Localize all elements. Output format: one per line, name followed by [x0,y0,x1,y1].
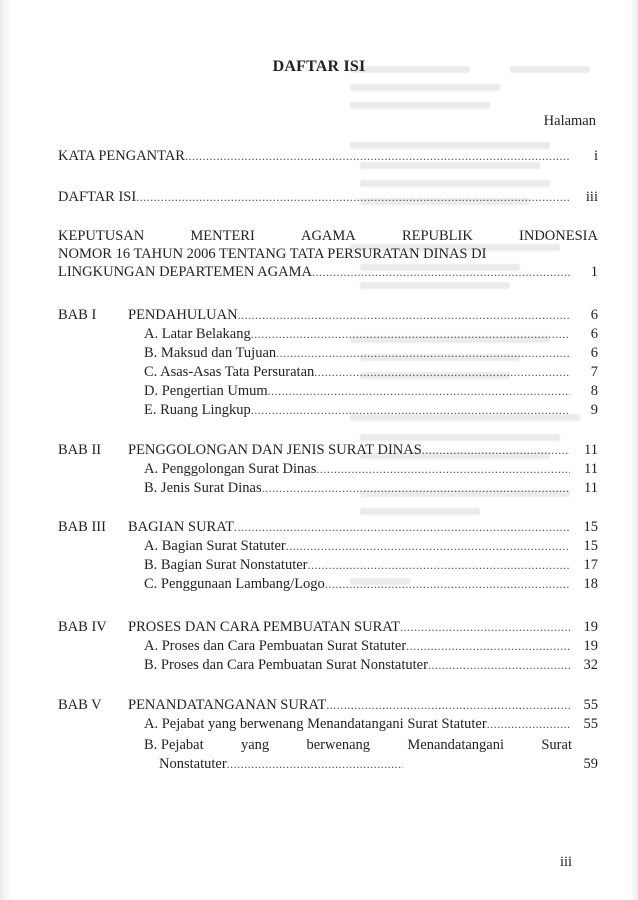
toc-page-number: 11 [584,461,598,477]
dot-leader [268,382,570,400]
toc-subentry-label: A. Bagian Surat Statuter [144,538,286,554]
word: berwenang [306,737,371,753]
chapter-title: PENDAHULUAN [128,307,238,323]
chapter-title: BAGIAN SURAT [128,519,234,535]
dot-leader [487,715,570,733]
chapter-code: BAB III [58,519,106,535]
word: Menandatangani [407,737,505,753]
toc-subentry[interactable] [144,637,598,655]
word: MENTERI [190,228,255,244]
toc-subentry[interactable] [144,656,598,674]
dot-leader [314,363,570,381]
justified-line [58,227,598,245]
toc-page-number: 18 [583,576,598,592]
toc-page-number: 6 [590,307,598,323]
toc-page-number: 19 [583,619,598,635]
word: Surat [541,737,572,753]
toc-subentry[interactable] [144,556,598,574]
chapter-code: BAB V [58,697,102,713]
dot-leader [428,656,570,674]
dot-leader [262,479,570,497]
toc-page-number: 8 [590,383,598,399]
toc-chapter-bab-iii[interactable] [128,518,598,536]
toc-subentry-b-line-2 [159,755,598,773]
dot-leader [251,325,570,343]
dot-leader [325,575,570,593]
toc-entry-keputusan[interactable] [58,227,598,263]
dot-leader [185,147,570,165]
toc-subentry-b-line-1[interactable] [144,736,572,754]
toc-page-number: 32 [583,657,598,673]
chapter-code: BAB II [58,442,102,458]
toc-page-number: 55 [583,716,598,732]
word: REPUBLIK [401,228,473,244]
page-number-footer: iii [560,854,573,870]
toc-subentry-label: C. Asas-Asas Tata Persuratan [144,364,315,380]
toc-subentry-label: B. Bagian Surat Nonstatuter [144,557,308,573]
toc-page-number: i [593,148,598,164]
toc-subentry[interactable] [144,382,598,400]
dot-leader [308,556,570,574]
dot-leader [326,696,570,714]
toc-page-number: 9 [590,402,598,418]
toc-subentry[interactable] [144,575,598,593]
toc-subentry[interactable] [144,363,598,381]
toc-page-number: 11 [584,480,598,496]
toc-subentry-label: D. Pengertian Umum [144,383,268,399]
dot-leader [312,263,570,281]
toc-subentry[interactable] [144,479,598,497]
justified-line [144,736,572,754]
toc-subentry-label: B. Jenis Surat Dinas [144,480,262,496]
word: yang [240,737,270,753]
toc-entry-label: LINGKUNGAN DEPARTEMEN AGAMA [58,264,312,280]
toc-entry-label: DAFTAR ISI [58,189,137,205]
toc-subentry[interactable] [144,537,598,555]
keputusan-line-2: NOMOR 16 TAHUN 2006 TENTANG TATA PERSURATAN DINAS DI [58,246,487,262]
toc-entry-kata-pengantar[interactable] [58,147,598,165]
dot-leader [251,401,570,419]
toc-page-number: 55 [583,697,598,713]
chapter-code: BAB I [58,307,97,323]
toc-page-number: 1 [590,264,598,280]
toc-page-number: 15 [583,538,598,554]
toc-subentry-label: A. Pejabat yang berwenang Menandatangani Surat Statuter [144,716,487,732]
chapter-title: PENGGOLONGAN DAN JENIS SURAT DINAS [128,442,422,458]
toc-page-number: 11 [584,442,598,458]
toc-subentry-label: Nonstatuter [159,756,227,772]
toc-subentry-label: B. Maksud dan Tujuan [144,345,277,361]
page-title: DAFTAR ISI [272,58,366,75]
spacer [409,755,576,773]
dot-leader [238,306,570,324]
dot-leader [406,637,570,655]
toc-chapter-bab-iv[interactable] [128,618,598,636]
toc-chapter-bab-ii[interactable] [128,441,598,459]
toc-subentry[interactable] [144,344,598,362]
chapter-code: BAB IV [58,619,107,635]
dot-leader [227,755,403,773]
word: KEPUTUSAN [58,228,145,244]
dot-leader [422,441,570,459]
toc-subentry-label: E. Ruang Lingkup [144,402,251,418]
toc-entry-daftar-isi[interactable] [58,188,598,206]
toc-page-number: 15 [583,519,598,535]
toc-page-number: 19 [583,638,598,654]
toc-page-number: 6 [590,345,598,361]
toc-subentry-label: A. Proses dan Cara Pembuatan Surat Statuter [144,638,407,654]
toc-page-number: 7 [590,364,598,380]
dot-leader [286,537,570,555]
toc-subentry[interactable] [144,460,598,478]
toc-page-number: 59 [583,756,598,772]
word: AGAMA [300,228,356,244]
toc-subentry-label: A. Penggolongan Surat Dinas [144,461,317,477]
toc-chapter-bab-i[interactable] [128,306,598,324]
toc-entry-label: KATA PENGANTAR [58,148,185,164]
toc-subentry-label: A. Latar Belakang [144,326,251,342]
page-column-header: Halaman [543,113,596,129]
chapter-title: PROSES DAN CARA PEMBUATAN SURAT [128,619,400,635]
toc-subentry[interactable] [144,325,598,343]
toc-subentry-label: B. Proses dan Cara Pembuatan Surat Nonstatuter [144,657,428,673]
toc-subentry[interactable] [144,401,598,419]
dot-leader [316,460,570,478]
dot-leader [276,344,570,362]
dot-leader [136,188,570,206]
toc-subentry-label: C. Penggunaan Lambang/Logo [144,576,325,592]
toc-subentry[interactable] [144,715,598,733]
toc-chapter-bab-v[interactable] [128,696,598,714]
word: INDONESIA [519,228,598,244]
toc-page-number: iii [585,189,598,205]
toc-entry-keputusan-last-line [58,263,598,281]
dot-leader [234,518,570,536]
toc-page-number: 17 [583,557,598,573]
dot-leader [400,618,570,636]
chapter-title: PENANDATANGANAN SURAT [128,697,327,713]
toc-page-number: 6 [590,326,598,342]
word: B. Pejabat [144,737,204,753]
